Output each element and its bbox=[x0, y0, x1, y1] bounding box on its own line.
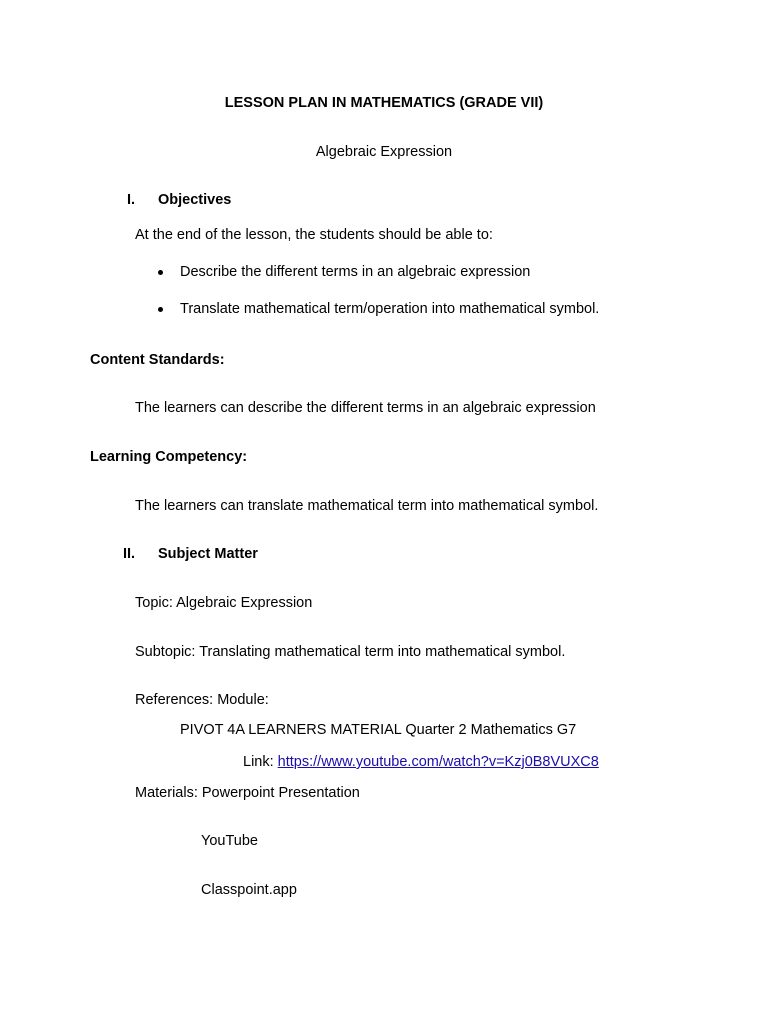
objective-bullet-2: Translate mathematical term/operation into mathematical symbol. bbox=[180, 301, 600, 317]
content-standards-heading: Content Standards: bbox=[90, 352, 225, 368]
bullet-dot-icon bbox=[158, 270, 163, 275]
module-reference: PIVOT 4A LEARNERS MATERIAL Quarter 2 Mathematics G7 bbox=[180, 722, 577, 738]
objectives-intro: At the end of the lesson, the students should be able to: bbox=[135, 227, 493, 243]
bullet-dot-icon bbox=[158, 307, 163, 312]
document-subtitle: Algebraic Expression bbox=[315, 144, 453, 160]
materials-label: Materials: Powerpoint Presentation bbox=[135, 785, 360, 801]
document-title: LESSON PLAN IN MATHEMATICS (GRADE VII) bbox=[224, 95, 544, 111]
link-label: Link: bbox=[243, 754, 278, 770]
section-2-heading: Subject Matter bbox=[158, 546, 258, 562]
section-1-numeral: I. bbox=[127, 192, 136, 208]
section-1-heading: Objectives bbox=[158, 192, 232, 208]
references-label: References: Module: bbox=[135, 692, 269, 708]
material-youtube: YouTube bbox=[201, 833, 258, 849]
link-line bbox=[243, 753, 599, 771]
subtopic-line: Subtopic: Translating mathematical term into mathematical symbol. bbox=[135, 644, 566, 660]
learning-competency-text: The learners can translate mathematical term into mathematical symbol. bbox=[135, 498, 599, 514]
topic-line: Topic: Algebraic Expression bbox=[135, 595, 313, 611]
content-standards-text: The learners can describe the different terms in an algebraic expression bbox=[135, 400, 596, 416]
objective-bullet-1: Describe the different terms in an algebraic expression bbox=[180, 264, 531, 280]
learning-competency-heading: Learning Competency: bbox=[90, 449, 248, 465]
material-classpoint: Classpoint.app bbox=[201, 882, 297, 898]
youtube-link[interactable]: https://www.youtube.com/watch?v=Kzj0B8VUXC8 bbox=[277, 754, 599, 770]
section-2-numeral: II. bbox=[123, 546, 136, 562]
